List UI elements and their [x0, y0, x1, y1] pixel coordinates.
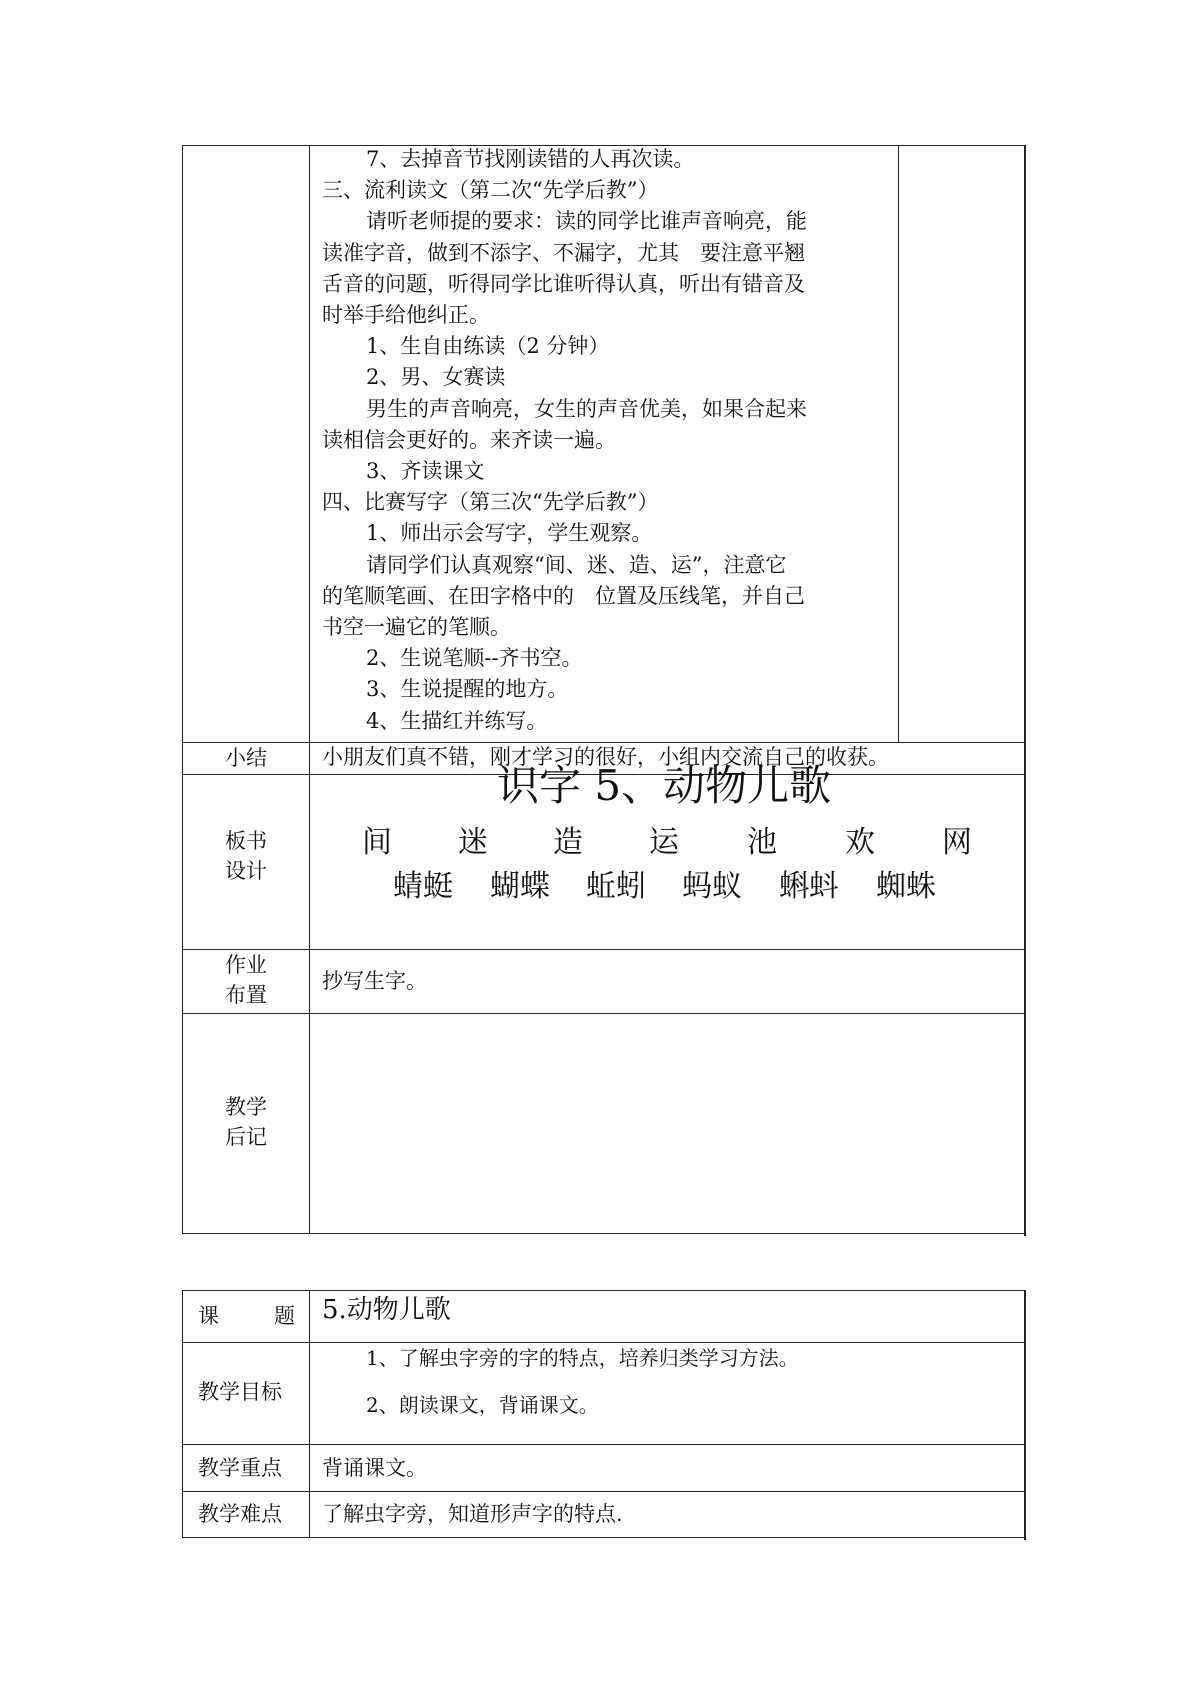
reflection-label-line: 后记 [225, 1125, 267, 1149]
board-word: 蜘蛛 [876, 869, 936, 904]
board-word: 蚯蚓 [586, 869, 646, 904]
reflection-label [183, 1092, 309, 1152]
table-border [182, 1290, 183, 1537]
board-character: 网 [942, 825, 972, 860]
process-line: 书空一遍它的笔顺。 [322, 615, 511, 640]
board-character: 间 [362, 825, 392, 860]
goals-label: 教学目标 [198, 1380, 282, 1404]
board-character: 运 [649, 825, 679, 860]
topic-label-first: 课 [198, 1304, 219, 1328]
board-character: 池 [747, 825, 777, 860]
process-line: 7、去掉音节找刚读错的人再次读。 [366, 147, 695, 171]
key-point-text: 背诵课文。 [322, 1456, 427, 1480]
homework-text: 抄写生字。 [322, 969, 427, 993]
board-character: 迷 [458, 825, 488, 860]
homework-label-line: 布置 [225, 983, 267, 1007]
board-word: 蚂蚁 [682, 869, 742, 904]
board-characters-row [0, 823, 1191, 863]
difficulty-text: 了解虫字旁，知道形声字的特点. [322, 1502, 623, 1526]
process-line: 舌音的问题，听得同学比谁听得认真，听出有错音及 [322, 271, 805, 296]
process-line: 男生的声音响亮，女生的声音优美，如果合起来 [366, 396, 807, 421]
process-line: 4、生描红并练写。 [366, 708, 548, 733]
goals-item: 1、了解虫字旁的字的特点，培养归类学习方法。 [366, 1346, 799, 1370]
table-border [309, 1290, 310, 1537]
board-title: 识字 5、动物儿歌 [497, 761, 832, 810]
table-border [1024, 145, 1026, 1236]
board-character: 造 [553, 825, 583, 860]
process-line: 的笔顺笔画、在田字格中的 位置及压线笔，并自己 [322, 583, 805, 608]
process-line: 四、比赛写字（第三次“先学后教”） [322, 490, 659, 515]
table-border [1024, 1290, 1026, 1540]
process-line: 3、齐读课文 [366, 459, 485, 484]
process-line: 读准字音，做到不添字、不漏字，尤其 要注意平翘 [322, 240, 805, 265]
topic-text: 5.动物儿歌 [322, 1295, 451, 1325]
process-line: 1、师出示会写字，学生观察。 [366, 521, 653, 546]
process-line: 请听老师提的要求：读的同学比谁声音响亮，能 [366, 209, 807, 234]
table-border [309, 145, 310, 1233]
process-line: 3、生说提醒的地方。 [366, 677, 569, 702]
process-content [322, 144, 892, 737]
homework-label [183, 950, 309, 1010]
board-label-line: 设计 [225, 859, 267, 883]
board-words-row [0, 867, 1191, 907]
process-line: 时举手给他纠正。 [322, 303, 490, 328]
process-line: 2、男、女赛读 [366, 365, 506, 390]
board-character: 欢 [845, 825, 875, 860]
board-word: 蝴蝶 [490, 869, 550, 904]
homework-label-line: 作业 [225, 953, 267, 977]
summary-text: 小朋友们真不错，刚才学习的很好，小组内交流自己的收获。 [322, 745, 889, 769]
topic-label-second: 题 [274, 1304, 295, 1328]
reflection-label-line: 教学 [225, 1095, 267, 1119]
board-word: 蜻蜓 [393, 869, 453, 904]
table-border [898, 145, 899, 742]
table-border [182, 145, 183, 1233]
summary-label: 小结 [225, 746, 267, 770]
board-word: 蝌蚪 [779, 869, 839, 904]
table-border [182, 1233, 1025, 1234]
process-line: 2、生说笔顺--齐书空。 [366, 646, 583, 671]
goals-item: 2、朗读课文，背诵课文。 [366, 1393, 599, 1417]
process-line: 读相信会更好的。来齐读一遍。 [322, 427, 616, 452]
process-line: 三、流利读文（第二次“先学后教”） [322, 178, 659, 203]
key-point-label: 教学重点 [198, 1456, 282, 1480]
process-line: 请同学们认真观察“间、迷、造、运”，注意它 [366, 552, 787, 577]
board-label-line: 板书 [225, 829, 267, 853]
difficulty-label: 教学难点 [198, 1502, 282, 1526]
table-border [182, 1537, 1025, 1538]
process-line: 1、生自由练读（2 分钟） [366, 334, 610, 359]
